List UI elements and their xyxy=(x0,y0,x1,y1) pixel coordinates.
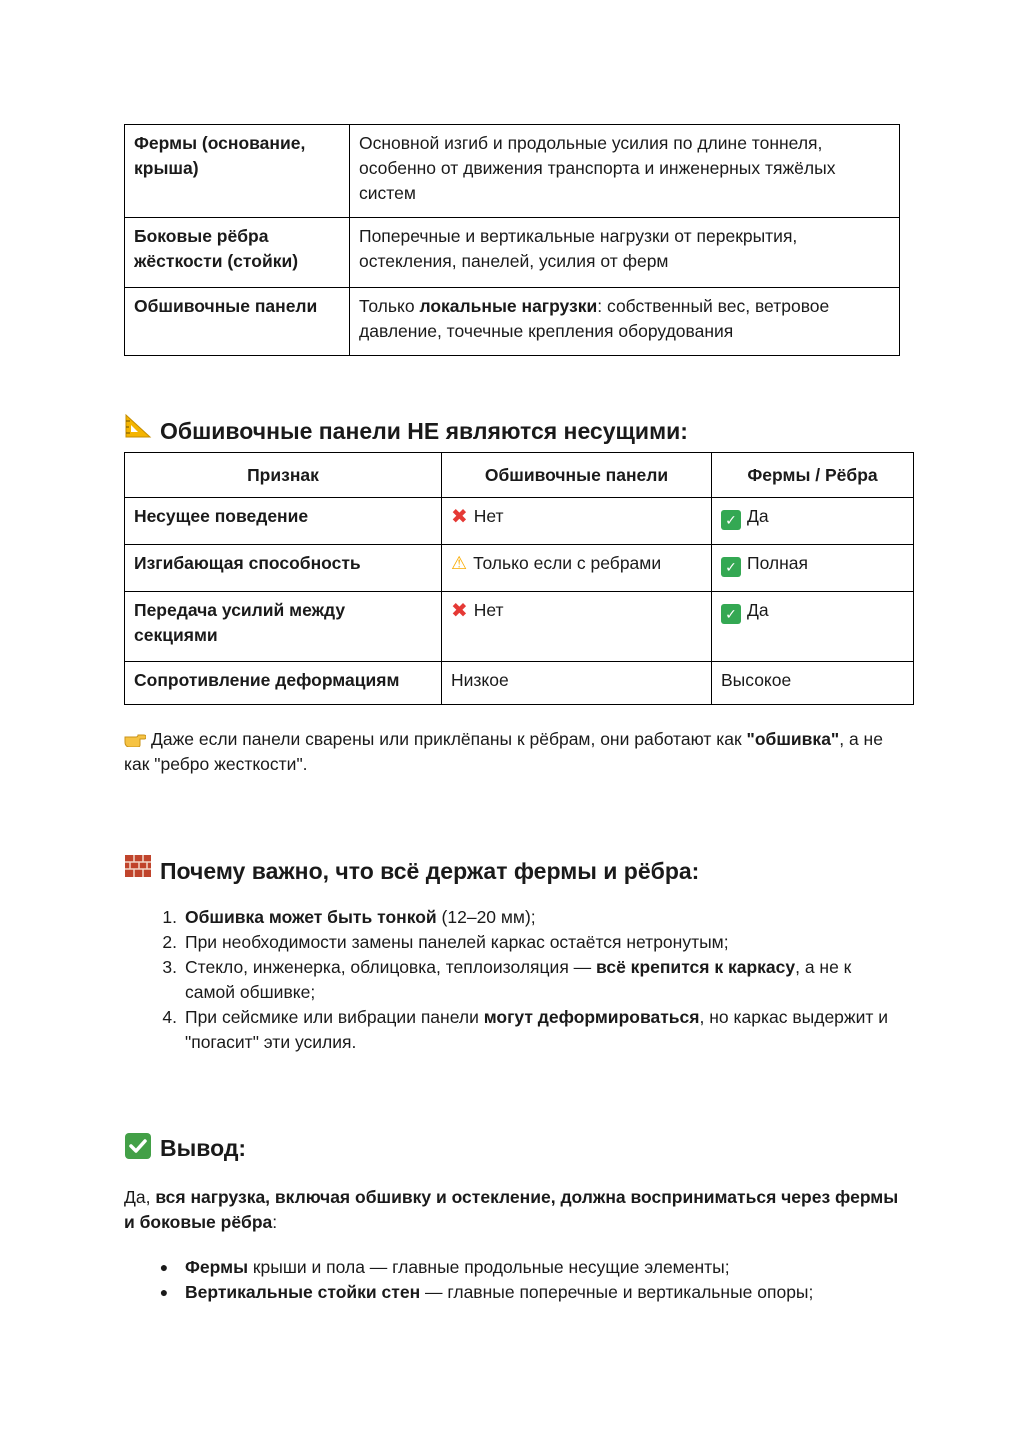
list-item xyxy=(162,930,905,955)
text-span: : собственный вес, ветровое давление, точечные крепления оборудования xyxy=(359,296,830,341)
bold-text: "обшивка" xyxy=(746,729,840,749)
text-span: , а не как "ребро жесткости". xyxy=(124,729,883,774)
check-mark-icon xyxy=(124,1132,152,1163)
table-header-row xyxy=(125,453,914,498)
table-row xyxy=(125,218,900,288)
bold-text: вся нагрузка, включая обшивку и остекление, должна восприниматься через фермы и боковые рёбра xyxy=(124,1187,899,1232)
text-span: Да, xyxy=(124,1187,156,1207)
section-heading-conclusion xyxy=(124,1132,246,1163)
table-cell-panels xyxy=(442,498,712,545)
table-row xyxy=(125,662,914,705)
table-cell-frames xyxy=(712,498,914,545)
bold-text: Фермы xyxy=(185,1257,249,1277)
list-item xyxy=(162,905,905,930)
load-distribution-table xyxy=(124,124,900,356)
table-row xyxy=(125,498,914,545)
table-cell-feature: Несущее поведение xyxy=(125,498,442,545)
text-span: крыши и пола — главные продольные несущие элементы; xyxy=(248,1257,730,1277)
text-span: При сейсмике или вибрации панели xyxy=(185,1007,484,1027)
bold-text: всё крепится к каркасу xyxy=(596,957,796,977)
table-cell-element: Боковые рёбра жёсткости (стойки) xyxy=(125,218,350,288)
triangular-ruler-icon xyxy=(124,413,152,446)
bullet-icon: ● xyxy=(159,1284,169,1300)
bold-text: могут деформироваться xyxy=(483,1007,700,1027)
table-cell-panels: Низкое xyxy=(442,662,712,705)
list-item xyxy=(162,1005,905,1055)
reasons-list xyxy=(162,905,905,1055)
table-cell-description xyxy=(350,288,900,356)
cell-text: Да xyxy=(747,506,769,526)
table-row xyxy=(125,125,900,218)
list-number: 2. xyxy=(162,932,177,952)
comparison-table xyxy=(124,452,914,705)
table-cell-description: Поперечные и вертикальные нагрузки от перекрытия, остекления, панелей, усилия от ферм xyxy=(350,218,900,288)
table-cell-description: Основной изгиб и продольные усилия по длине тоннеля, особенно от движения транспорта и инженерных тяжёлых систем xyxy=(350,125,900,218)
table-row xyxy=(125,545,914,592)
text-span: : xyxy=(272,1212,278,1232)
table-cell-element: Обшивочные панели xyxy=(125,288,350,356)
conclusion-paragraph xyxy=(124,1185,904,1235)
list-number: 1. xyxy=(162,907,177,927)
warning-icon: ⚠ xyxy=(451,553,468,573)
cell-text: Только если с ребрами xyxy=(473,553,662,573)
list-item xyxy=(159,1280,905,1305)
cell-text: Нет xyxy=(473,506,504,526)
pointing-hand-icon xyxy=(124,727,146,752)
column-header: Обшивочные панели xyxy=(442,453,712,498)
table-cell-panels xyxy=(442,545,712,592)
brick-icon xyxy=(124,853,152,886)
bold-text: локальные нагрузки xyxy=(419,296,598,316)
section-heading-text: Почему важно, что всё держат фермы и рёбра: xyxy=(160,858,700,884)
cross-mark-icon: ✖ xyxy=(451,506,468,528)
table-cell-frames xyxy=(712,592,914,662)
check-mark-icon: ✓ xyxy=(721,557,741,577)
text-span: , а не к самой обшивке; xyxy=(185,957,852,1002)
table-cell-frames xyxy=(712,545,914,592)
table-cell-feature: Сопротивление деформациям xyxy=(125,662,442,705)
table-cell-element: Фермы (основание, крыша) xyxy=(125,125,350,218)
cross-mark-icon: ✖ xyxy=(451,600,468,622)
text-span: , но каркас выдержит и "погасит" эти усилия. xyxy=(185,1007,889,1052)
table-cell-feature: Изгибающая способность xyxy=(125,545,442,592)
list-item xyxy=(159,1255,905,1280)
section-heading-text: Обшивочные панели НЕ являются несущими: xyxy=(160,418,688,444)
section-heading-why xyxy=(124,853,699,886)
table-row xyxy=(125,592,914,662)
cell-text: Полная xyxy=(747,553,809,573)
list-item xyxy=(162,955,905,1005)
note-paragraph xyxy=(124,727,904,777)
text-span: Только xyxy=(359,296,420,316)
text-span: — главные поперечные и вертикальные опоры; xyxy=(420,1282,814,1302)
cell-text: Да xyxy=(747,600,769,620)
table-cell-panels xyxy=(442,592,712,662)
text-span: Стекло, инженерка, облицовка, теплоизоляция — xyxy=(185,957,597,977)
text-span: (12–20 мм); xyxy=(436,907,536,927)
conclusion-bullets xyxy=(159,1255,905,1305)
text-span: При необходимости замены панелей каркас остаётся нетронутым; xyxy=(185,932,729,952)
section-heading-text: Вывод: xyxy=(160,1135,247,1161)
text-span: Даже если панели сварены или приклёпаны к рёбрам, они работают как xyxy=(151,729,747,749)
list-number: 3. xyxy=(162,957,177,977)
check-mark-icon: ✓ xyxy=(721,510,741,530)
check-mark-icon: ✓ xyxy=(721,604,741,624)
cell-text: Нет xyxy=(473,600,504,620)
section-heading-panels xyxy=(124,413,688,446)
bold-text: Вертикальные стойки стен xyxy=(185,1282,421,1302)
list-number: 4. xyxy=(162,1007,177,1027)
column-header: Фермы / Рёбра xyxy=(712,453,914,498)
table-cell-frames: Высокое xyxy=(712,662,914,705)
table-row xyxy=(125,288,900,356)
bullet-icon: ● xyxy=(159,1259,169,1275)
bold-text: Обшивка может быть тонкой xyxy=(185,907,437,927)
column-header: Признак xyxy=(125,453,442,498)
table-cell-feature: Передача усилий между секциями xyxy=(125,592,442,662)
